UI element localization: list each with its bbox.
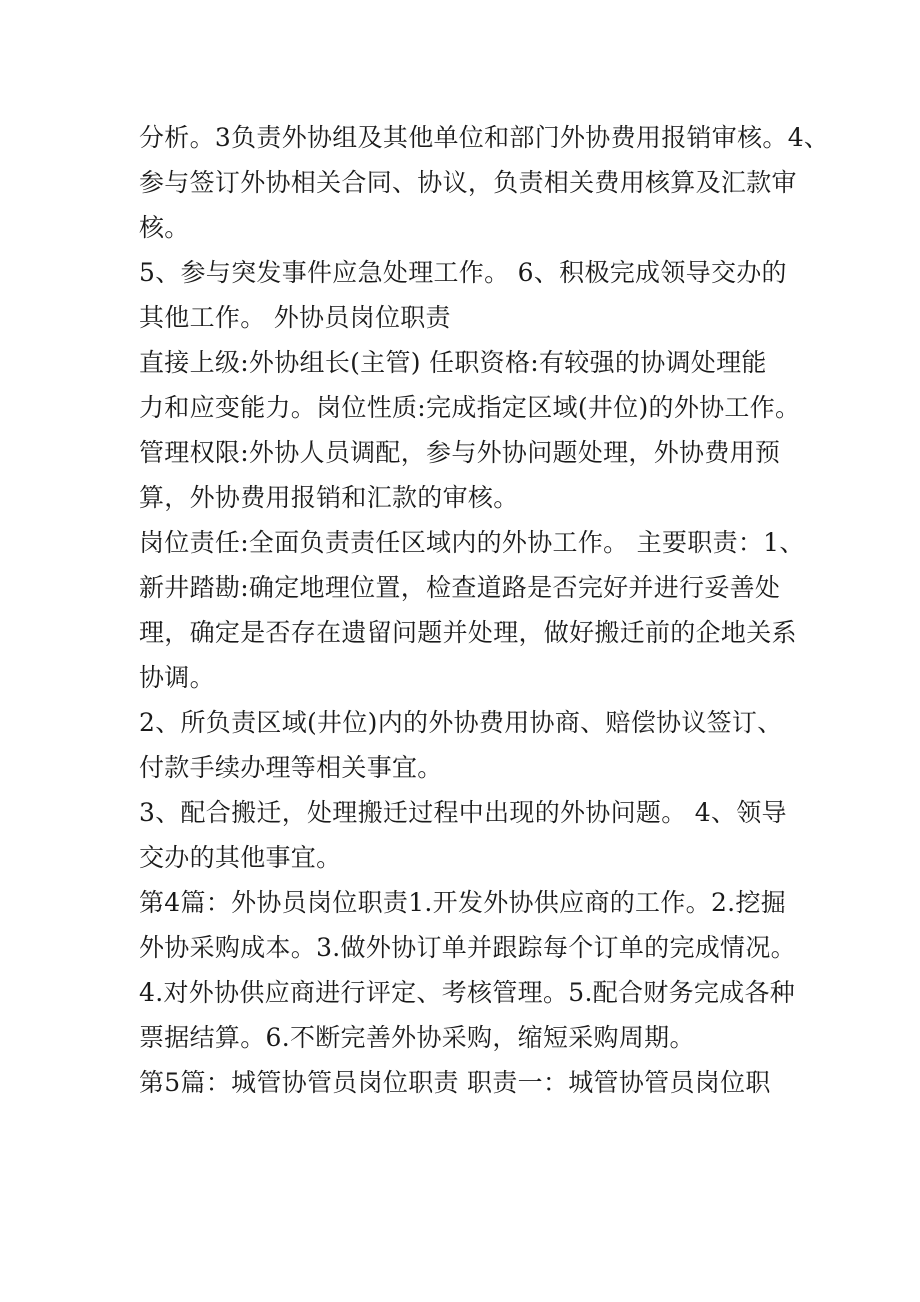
text-line: 外协采购成本。3.做外协订单并跟踪每个订单的完成情况。 xyxy=(139,933,796,962)
text-line: 票据结算。6.不断完善外协采购，缩短采购周期。 xyxy=(139,1023,695,1052)
text-line: 参与签订外协相关合同、协议，负责相关费用核算及汇款审 xyxy=(139,168,797,197)
text-line: 2、所负责区域(井位)内的外协费用协商、赔偿协议签订、 xyxy=(139,708,783,737)
text-line: 3、配合搬迁，处理搬迁过程中出现的外协问题。 4、领导 xyxy=(139,798,787,827)
text-line: 核。 xyxy=(139,213,190,242)
text-line: 管理权限:外协人员调配，参与外协问题处理，外协费用预 xyxy=(139,438,781,467)
text-line: 第5篇：城管协管员岗位职责 职责一：城管协管员岗位职 xyxy=(139,1068,771,1097)
text-line: 分析。3负责外协组及其他单位和部门外协费用报销审核。4、 xyxy=(139,123,830,152)
text-line: 岗位责任:全面负责责任区域内的外协工作。 主要职责：1、 xyxy=(139,528,805,557)
text-line: 付款手续办理等相关事宜。 xyxy=(139,753,443,782)
text-line: 第4篇：外协员岗位职责1.开发外协供应商的工作。2.挖掘 xyxy=(139,888,787,917)
text-line: 4.对外协供应商进行评定、考核管理。5.配合财务完成各种 xyxy=(139,978,796,1007)
text-line: 其他工作。 外协员岗位职责 xyxy=(139,303,451,332)
text-line: 力和应变能力。岗位性质:完成指定区域(井位)的外协工作。 xyxy=(139,393,801,422)
text-line: 5、参与突发事件应急处理工作。 6、积极完成领导交办的 xyxy=(139,258,787,287)
text-line: 协调。 xyxy=(139,663,215,692)
text-line: 交办的其他事宜。 xyxy=(139,843,342,872)
text-line: 直接上级:外协组长(主管) 任职资格:有较强的协调处理能 xyxy=(139,348,767,377)
text-line: 算，外协费用报销和汇款的审核。 xyxy=(139,483,519,512)
text-line: 新井踏勘:确定地理位置，检查道路是否完好并进行妥善处 xyxy=(139,573,781,602)
text-line: 理，确定是否存在遗留问题并处理，做好搬迁前的企地关系 xyxy=(139,618,797,647)
body-text xyxy=(139,115,830,1105)
